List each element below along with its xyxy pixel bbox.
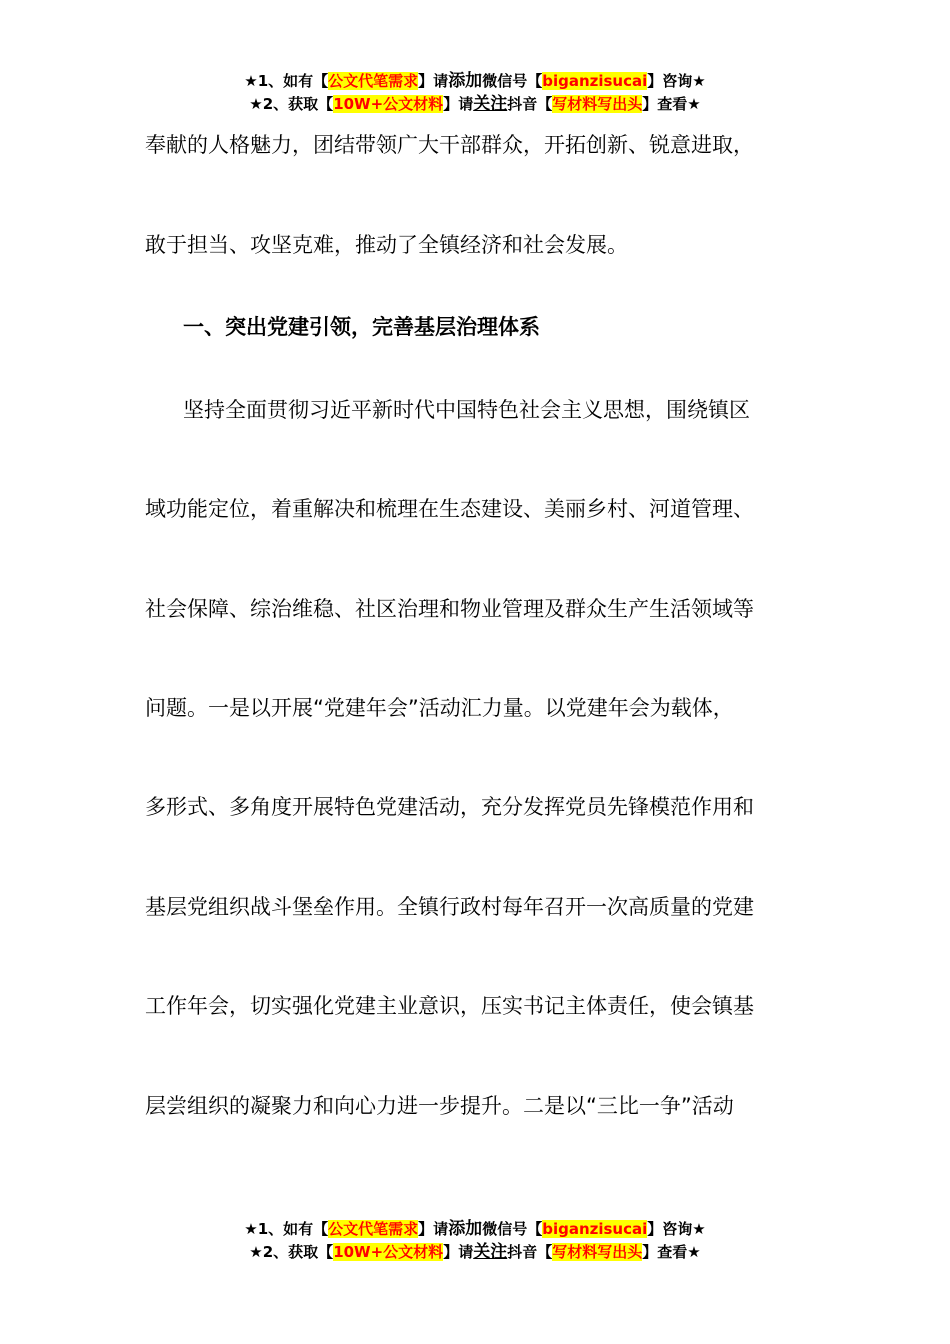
banner-line-1 — [0, 70, 950, 93]
banner-text: ★2、获取【 — [249, 1243, 334, 1261]
banner-text: ★1、如有【 — [244, 1220, 329, 1238]
banner-text: 抖音【 — [507, 1243, 553, 1261]
banner-highlight: biganzisucai — [542, 1220, 648, 1238]
banner-highlight: 10W+公文材料 — [333, 1243, 444, 1261]
body-line: 奉献的人格魅力，团结带领广大干部群众，开拓创新、锐意进取， — [145, 133, 754, 157]
body-line: 多形式、多角度开展特色党建活动，充分发挥党员先锋模范作用和 — [145, 795, 754, 819]
banner-emphasis: 关注 — [473, 1242, 508, 1262]
top-banner — [0, 70, 950, 116]
banner-text: 】请 — [443, 95, 474, 113]
banner-line-2 — [0, 93, 950, 116]
bottom-banner — [0, 1218, 950, 1264]
banner-highlight: 公文代笔需求 — [328, 72, 419, 90]
body-line: 域功能定位，着重解决和梳理在生态建设、美丽乡村、河道管理、 — [145, 497, 754, 521]
banner-highlight: 写材料写出头 — [552, 95, 643, 113]
banner-emphasis: 添加 — [448, 71, 483, 91]
body-line: 基层党组织战斗堡垒作用。全镇行政村每年召开一次高质量的党建 — [145, 895, 754, 919]
body-line: 工作年会，切实强化党建主业意识，压实书记主体责任，使会镇基 — [145, 994, 754, 1018]
banner-highlight: 10W+公文材料 — [333, 95, 444, 113]
banner-highlight: 写材料写出头 — [552, 1243, 643, 1261]
banner-highlight: 公文代笔需求 — [328, 1220, 419, 1238]
banner-text: 】咨询★ — [647, 1220, 706, 1238]
banner-emphasis: 关注 — [473, 94, 508, 114]
banner-text: 】请 — [418, 72, 449, 90]
banner-line-2 — [0, 1241, 950, 1264]
banner-emphasis: 添加 — [448, 1219, 483, 1239]
banner-text: 微信号【 — [482, 72, 543, 90]
banner-text: 】查看★ — [642, 1243, 701, 1261]
banner-text: ★1、如有【 — [244, 72, 329, 90]
body-line: 敢于担当、攻坚克难，推动了全镇经济和社会发展。 — [145, 233, 628, 257]
body-line: 层尝组织的凝聚力和向心力进一步提升。二是以“三比一争”活动 — [145, 1094, 734, 1118]
body-line: 坚持全面贯彻习近平新时代中国特色社会主义思想，围绕镇区 — [183, 398, 750, 422]
banner-line-1 — [0, 1218, 950, 1241]
banner-text: 】查看★ — [642, 95, 701, 113]
body-line: 问题。一是以开展“党建年会”活动汇力量。以党建年会为载体， — [145, 696, 734, 720]
banner-text: ★2、获取【 — [249, 95, 334, 113]
banner-text: 】请 — [418, 1220, 449, 1238]
banner-highlight: biganzisucai — [542, 72, 648, 90]
body-line: 社会保障、综治维稳、社区治理和物业管理及群众生产生活领域等 — [145, 597, 754, 621]
section-heading: 一、突出党建引领，完善基层治理体系 — [183, 315, 540, 339]
banner-text: 】咨询★ — [647, 72, 706, 90]
banner-text: 抖音【 — [507, 95, 553, 113]
banner-text: 】请 — [443, 1243, 474, 1261]
banner-text: 微信号【 — [482, 1220, 543, 1238]
